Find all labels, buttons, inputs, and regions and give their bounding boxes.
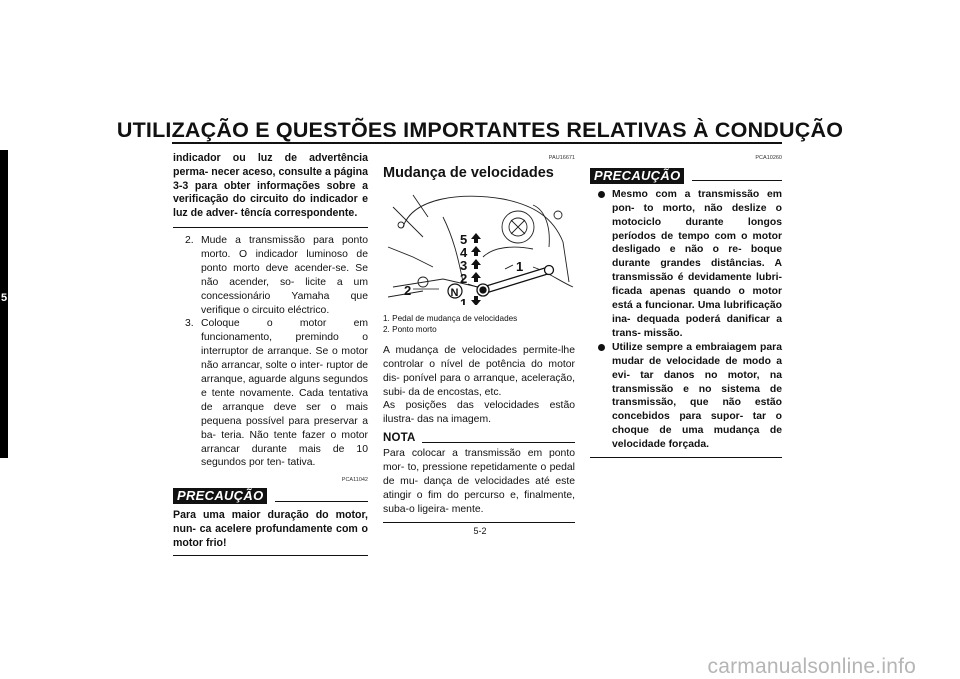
caution-header [590, 168, 782, 184]
section-code: PAU16671 [548, 155, 575, 161]
paragraph: As posições das velocidades estão ilustra- das na imagem. [383, 400, 575, 426]
callout-2: 2 [404, 282, 412, 298]
caution-bullets [590, 188, 782, 452]
caution-header-rule [692, 180, 782, 181]
list-item [185, 317, 368, 470]
caution-label: PRECAUÇÃO [590, 168, 684, 184]
gear-label: 2 [460, 270, 468, 286]
title-underline [172, 142, 782, 144]
caution-label: PRECAUÇÃO [173, 488, 267, 504]
gear-label-neutral: N [450, 286, 459, 299]
step-number: 2. [185, 234, 194, 246]
caution-header [173, 488, 368, 504]
step-text: Mude a transmissão para ponto morto. O indicador luminoso de ponto morto deve acender-se. Se não acender, so- licite a um concessionário Yamaha que verifique o circuito eléctrico. [201, 234, 368, 316]
up-arrow-icon [471, 246, 481, 256]
callout-1: 1 [516, 258, 524, 274]
gear-label: 1 [460, 295, 468, 305]
list-item [185, 234, 368, 317]
page-title: UTILIZAÇÃO E QUESTÕES IMPORTANTES RELATIVAS À CONDUÇÃO [116, 118, 844, 142]
intro-rule [173, 227, 368, 228]
caution-code: PCA10260 [755, 155, 782, 161]
list-item [598, 341, 782, 452]
up-arrow-icon [471, 233, 481, 243]
figure-captions [383, 313, 575, 335]
right-column [590, 152, 782, 458]
note-label: NOTA [383, 432, 416, 445]
note-header [383, 432, 575, 446]
note-end-rule [383, 522, 575, 523]
caution-code: PCA11042 [341, 477, 368, 484]
intro-warning-text: indicador ou luz de advertência perma- necer aceso, consulte a página 3-3 para obter informações sobre a verificação do circuito do indicador e luz de adver- têncía correspondente. [173, 152, 368, 220]
gear-shift-drawing [383, 187, 575, 305]
gear-label: 4 [460, 244, 468, 260]
caution-text: Para uma maior duração do motor, nun- ca acelere profundamente com o motor frio! [173, 509, 368, 550]
bullet-icon [598, 344, 605, 351]
gear-label: 3 [460, 257, 468, 273]
middle-column [383, 152, 575, 523]
bullet-icon [598, 191, 605, 198]
left-column [173, 152, 368, 556]
caution-header-rule [275, 501, 368, 502]
gear-label: 5 [460, 231, 468, 247]
bullet-text: Mesmo com a transmissão em pon- to morto, não deslize o motociclo durante longos períodos de tempo com o motor desligado e não o re- boque durante grandes distâncias. A transmissão é devidamente lubri- ficada apenas quando o motor está a funcionar. Uma lubrificação ina- dequada poderá danificar a trans- missão. [612, 188, 782, 339]
watermark: carmanualsonline.info [707, 655, 916, 678]
chapter-tab [0, 150, 8, 458]
up-arrow-icon [471, 272, 481, 282]
section-heading: Mudança de velocidades [383, 164, 554, 181]
list-item [598, 188, 782, 341]
caution-end-rule [173, 555, 368, 556]
paragraph: A mudança de velocidades permite-lhe controlar o nível de potência do motor dis- ponível para o arranque, aceleração, subi- da de encostas, etc. [383, 344, 575, 398]
step-text: Coloque o motor em funcionamento, premindo o interruptor de arranque. Se o motor não arrancar, solte o inter- ruptor de arranque, aguarde alguns segundos e tente novamente. Cada tentativa de arranque deve ser o mais pequena possível para preservar a ba- teria. Não tente fazer o motor arrancar durante mais de 10 segundos por ten- tativa. [201, 318, 368, 469]
steps-list [173, 234, 368, 470]
down-arrow-icon [471, 296, 481, 305]
chapter-tab-number: 5 [0, 292, 8, 304]
caption-item: 1. Pedal de mudança de velocidades [383, 313, 518, 323]
page-number: 5-2 [473, 526, 487, 536]
up-arrow-icon [471, 259, 481, 269]
caption-item: 2. Ponto morto [383, 324, 437, 334]
bullet-text: Utilize sempre a embraiagem para mudar de velocidade de modo a evi- tar danos no motor, na transmissão e no sistema de transmissão, que não estão concebidos para supor- tar o choque de uma mudança de velocidade forçada. [612, 341, 782, 451]
step-number: 3. [185, 318, 194, 330]
gear-shift-illustration [383, 187, 575, 305]
note-header-rule [422, 442, 575, 443]
caution-end-rule [590, 457, 782, 458]
note-text: Para colocar a transmissão em ponto mor- to, pressione repetidamente o pedal de mu- dança de velocidades até este atingir o fim do percurso e, finalmente, suba-o ligeira- mente. [383, 448, 575, 515]
